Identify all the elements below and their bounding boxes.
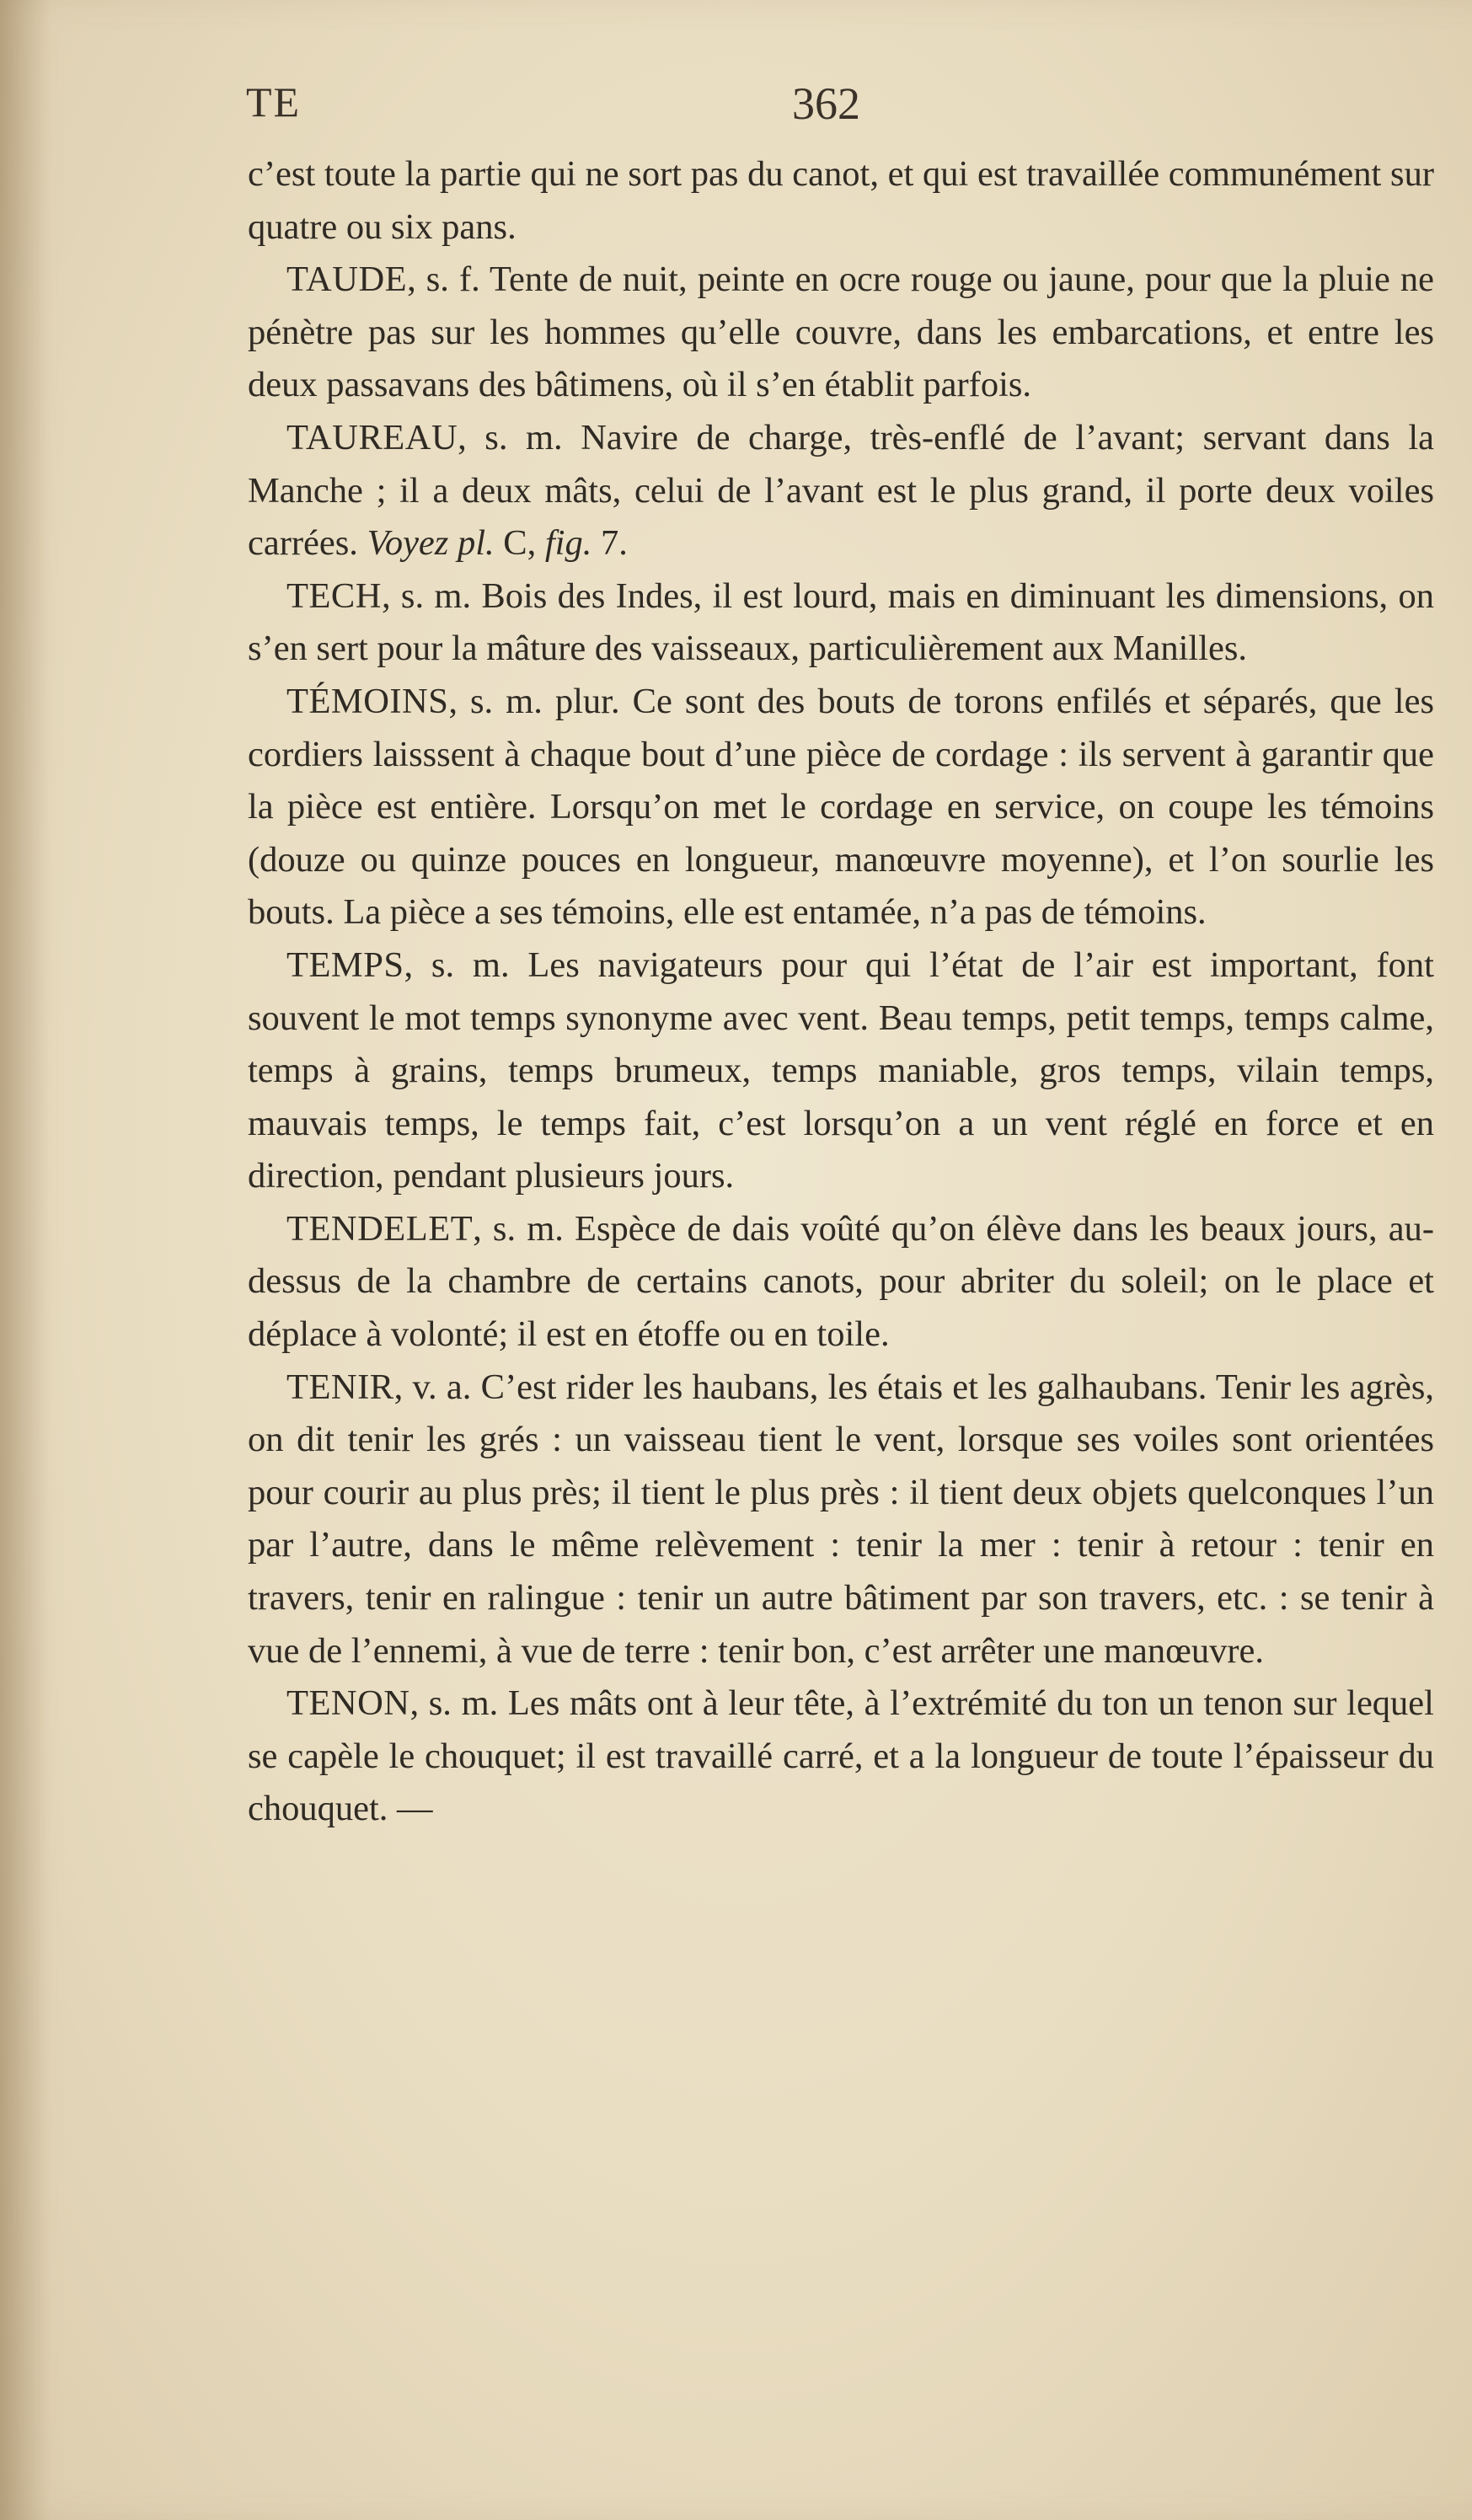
page-number: 362 xyxy=(792,78,860,129)
definition: Tente de nuit, peinte en ocre rouge ou jaune, pour que la pluie ne pénètre pas sur les hommes qu’elle couvre, dans les embarcations, et entre les deux passavans des bâtimens, où il s’en établit parfois. xyxy=(248,259,1434,405)
headword: TÉMOINS xyxy=(286,681,449,721)
headword: TENON xyxy=(286,1683,410,1724)
entry-tendelet xyxy=(248,1203,1434,1362)
grammar-label: , s. m. xyxy=(458,417,563,457)
figure-number: 7. xyxy=(591,523,628,564)
definition: C’est rider les haubans, les étais et les galhaubans. Tenir les agrès, on dit tenir les grés : un vaisseau tient le vent, lorsque ses voiles sont orientées pour courir au plus près; il tient le plus près : il tient deux objets quelconques l’un par l’autre, dans le même relèvement : tenir la mer : tenir à retour : tenir en travers, tenir en ralingue : tenir un autre bâtiment par son travers, etc. : se tenir à vue de l’ennemi, à vue de terre : tenir bon, c’est arrêter une manœuvre. xyxy=(248,1367,1434,1671)
headword: TECH xyxy=(286,575,382,616)
definition: Les mâts ont à leur tête, à l’extrémité du ton un tenon sur lequel se capèle le chouquet; il est travaillé carré, et a la longueur de toute l’épaisseur du chouquet. — xyxy=(248,1683,1434,1829)
grammar-label: , v. a. xyxy=(393,1367,472,1407)
grammar-label: , s. m. plur. xyxy=(448,681,620,721)
headword: TENIR xyxy=(286,1367,394,1407)
figure-label: fig. xyxy=(544,523,592,564)
entry-tenon xyxy=(248,1677,1434,1836)
cross-reference: Voyez pl. xyxy=(367,523,495,564)
grammar-label: , s. m. xyxy=(409,1683,499,1724)
entry-temoins xyxy=(248,676,1434,939)
spine-shadow xyxy=(0,0,51,2520)
definition: Les navigateurs pour qui l’état de l’air est important, font souvent le mot temps synonyme avec vent. Beau temps, petit temps, temps calme, temps à grains, temps brumeux, temps maniable, gros temps, vilain temps, mauvais temps, le temps fait, c’est lorsqu’on a un vent réglé en force et en direction, pendant plusieurs jours. xyxy=(248,944,1434,1196)
entry-temps xyxy=(248,939,1434,1203)
continuation-paragraph: c’est toute la partie qui ne sort pas du canot, et qui est travaillée communément sur quatre ou six pans. xyxy=(248,154,1434,247)
headword: TAUDE xyxy=(286,259,408,300)
definition: Ce sont des bouts de torons enfilés et séparés, que les cordiers laisssent à chaque bout d’une pièce de cordage : ils servent à garantir que la pièce est entière. Lorsqu’on met le cordage en service, on coupe les témoins (douze ou quinze pouces en longueur, manœuvre moyenne), et l’on sourlie les bouts. La pièce a ses témoins, elle est entamée, n’a pas de témoins. xyxy=(248,681,1434,933)
headword: TENDELET xyxy=(286,1208,474,1249)
headword: TEMPS xyxy=(286,944,404,985)
grammar-label: , s. m. xyxy=(404,944,510,985)
entry-tenir xyxy=(248,1362,1434,1678)
grammar-label: , s. m. xyxy=(381,575,472,616)
grammar-label: , s. m. xyxy=(473,1208,564,1249)
entry-taureau xyxy=(248,412,1434,570)
grammar-label: , s. f. xyxy=(407,259,480,300)
headword: TAUREAU xyxy=(286,417,458,457)
entry-tech xyxy=(248,570,1434,676)
definition: Espèce de dais voûté qu’on élève dans les beaux jours, au-dessus de la chambre de certains canots, pour abriter du soleil; on le place et déplace à volonté; il est en étoffe ou en toile. xyxy=(248,1208,1434,1355)
entry-taude xyxy=(248,254,1434,412)
dictionary-text xyxy=(248,148,1434,1836)
running-head: TE xyxy=(246,78,302,126)
plate-reference: C, xyxy=(494,523,545,564)
definition: Bois des Indes, il est lourd, mais en diminuant les dimensions, on s’en sert pour la mâture des vaisseaux, particulièrement aux Manilles. xyxy=(248,575,1434,669)
definition: Navire de charge, très-enflé de l’avant; servant dans la Manche ; il a deux mâts, celui de l’avant est le plus grand, il porte deux voiles carrées. xyxy=(248,417,1434,564)
page-header xyxy=(0,78,1472,145)
